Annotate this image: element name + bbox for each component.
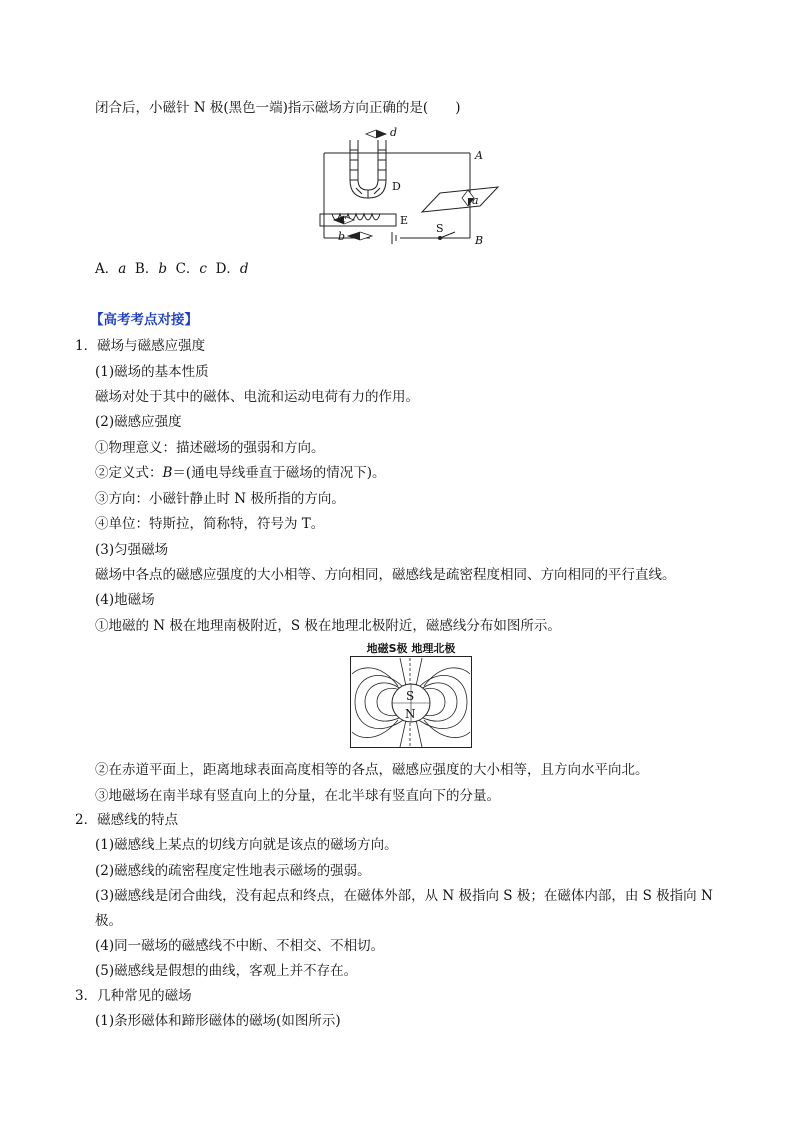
- point-1-sub-3-body: 磁场中各点的磁感应强度的大小相等、方向相同，磁感线是疏密程度相同、方向相同的平行直线。: [95, 567, 676, 583]
- point-1-sub-4-item-3: ③地磁场在南半球有竖直向上的分量，在北半球有竖直向下的分量。: [95, 788, 500, 804]
- section-title: 【高考考点对接】: [90, 312, 198, 328]
- label-D: D: [392, 180, 401, 193]
- point-1-sub-2-item-1: ①物理意义：描述磁场的强弱和方向。: [95, 440, 325, 456]
- label-a: a: [472, 194, 479, 207]
- option-a[interactable]: A．a: [95, 261, 127, 277]
- point-2-item-3a: (3)磁感线是闭合曲线，没有起点和终点，在磁体外部，从 N 极指向 S 极；在磁体内部，由 S 极指向 N: [95, 888, 713, 904]
- point-2-item-3b: 极。: [95, 913, 122, 929]
- earth-figure-title: 地磁S极 地理北极: [366, 642, 456, 655]
- point-1-sub-1: (1)磁场的基本性质: [95, 364, 209, 380]
- point-1-sub-2: (2)磁感应强度: [95, 414, 182, 430]
- question-stem: 闭合后，小磁针 N 极(黑色一端)指示磁场方向正确的是( ): [95, 100, 461, 116]
- point-1-sub-2-item-2: ②定义式：B＝(通电导线垂直于磁场的情况下)。: [95, 465, 386, 481]
- point-1-sub-1-body: 磁场对处于其中的磁体、电流和运动电荷有力的作用。: [95, 389, 419, 405]
- point-1-title: 1．磁场与磁感应强度: [75, 338, 206, 354]
- option-c[interactable]: C．c: [175, 261, 207, 277]
- label-E: E: [400, 214, 409, 227]
- label-A: A: [475, 149, 483, 162]
- point-1-sub-2-item-3: ③方向：小磁针静止时 N 极所指的方向。: [95, 491, 345, 507]
- point-2-item-5: (5)磁感线是假想的曲线，客观上并不存在。: [95, 963, 358, 979]
- earth-field-figure: [350, 656, 472, 748]
- point-1-sub-2-item-4: ④单位：特斯拉，简称特，符号为 T。: [95, 516, 325, 532]
- label-B: B: [475, 234, 484, 247]
- label-c: c: [340, 213, 347, 226]
- point-1-sub-4: (4)地磁场: [95, 592, 155, 608]
- point-1-sub-4-item-1: ①地磁的 N 极在地理南极附近，S 极在地理北极附近，磁感线分布如图所示。: [95, 618, 561, 634]
- label-b: b: [338, 230, 346, 243]
- point-2-title: 2．磁感线的特点: [75, 812, 179, 828]
- circuit-figure: [310, 120, 510, 250]
- earth-n-label: N: [405, 707, 416, 721]
- point-2-item-4: (4)同一磁场的磁感线不中断、不相交、不相切。: [95, 938, 385, 954]
- point-3-item-1: (1)条形磁体和蹄形磁体的磁场(如图所示): [95, 1013, 341, 1029]
- point-2-item-2: (2)磁感线的疏密程度定性地表示磁场的强弱。: [95, 863, 371, 879]
- point-1-sub-4-item-2: ②在赤道平面上，距离地球表面高度相等的各点，磁感应强度的大小相等，且方向水平向北。: [95, 762, 649, 778]
- option-b[interactable]: B．b: [134, 261, 167, 277]
- option-d[interactable]: D．d: [215, 261, 249, 277]
- point-2-item-1: (1)磁感线上某点的切线方向就是该点的磁场方向。: [95, 837, 398, 853]
- label-d: d: [390, 126, 398, 139]
- point-3-title: 3．几种常见的磁场: [75, 988, 192, 1004]
- label-S: S: [436, 222, 444, 235]
- point-1-sub-3: (3)匀强磁场: [95, 542, 169, 558]
- earth-s-label: S: [406, 689, 415, 703]
- question-options: [95, 260, 249, 278]
